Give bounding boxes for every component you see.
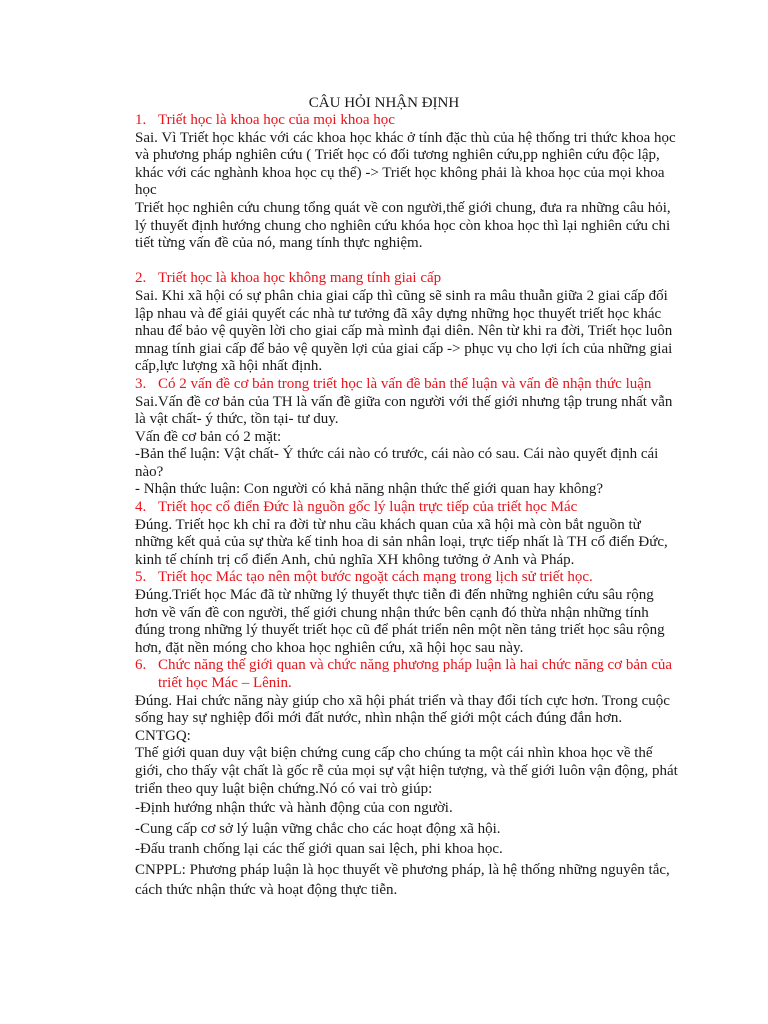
answer-paragraph: CNPPL: Phương pháp luận là học thuyết về phương pháp, là hệ thống những nguyên tắc, cách thức nhận thức và hoạt động thực tiễn.	[135, 861, 670, 899]
question-number: 4.	[135, 499, 147, 516]
question-number: 6.	[135, 657, 147, 674]
question-5	[135, 569, 680, 587]
question-text: Triết học là khoa học không mang tính giai cấp	[158, 270, 442, 287]
question-text: Chức năng thế giới quan và chức năng phương pháp luận là hai chức năng cơ bản của triết học Mác – Lênin.	[158, 657, 673, 691]
answer-paragraph: Sai. Khi xã hội có sự phân chia giai cấp thì cũng sẽ sinh ra mâu thuẫn giữa 2 giai cấp đối lập nhau và để giải quyết các nhà tư tưởng đã xây dựng những học thuyết triết học khác nhau để bảo vệ quyền lời cho giai cấp mà mình đại diên. Nên từ khi ra đời, Triết học luôn mnag tính giai cấp để bảo vệ quyền lợi của giai cấp -> phục vụ cho lợi ích của những giai cấp,lực lượng xã hội nhất định.	[135, 287, 673, 375]
answer-paragraph: Sai. Vì Triết học khác với các khoa học khác ở tính đặc thù của hệ thống tri thức khoa học và phương pháp nghiên cứu ( Triết học có đối tương nghiên cứu,pp nghiên cứu độc lập, khác với các nghành khoa học cụ thể) -> Triết học không phải là khoa học của mọi khoa học	[135, 129, 676, 199]
question-2	[135, 270, 680, 288]
question-6	[135, 657, 680, 692]
question-4	[135, 499, 680, 517]
question-number: 5.	[135, 569, 147, 586]
answer-paragraph: Đúng. Triết học kh chỉ ra đời từ nhu cầu khách quan của xã hội mà còn bắt nguồn từ những kết quả của sự thừa kế tinh hoa di sản nhân loại, trực tiếp nhất là TH cổ điển Đức, kinh tế chính trị cổ điển Anh, chủ nghĩa XH không tưởng ở Anh và Pháp.	[135, 516, 668, 568]
answer-paragraph: Đúng. Hai chức năng này giúp cho xã hội phát triển và thay đổi tích cực hơn. Trong cuộc sống hay sự nghiệp đổi mới đất nước, nhìn nhận thế giới một cách đúng đắn hơn.	[135, 692, 670, 727]
question-text: Có 2 vấn đề cơ bản trong triết học là vấn đề bản thể luận và vấn đề nhận thức luận	[158, 375, 652, 392]
question-text: Triết học cổ điển Đức là nguồn gốc lý luận trực tiếp của triết học Mác	[158, 499, 578, 516]
answer-paragraph: Triết học nghiên cứu chung tổng quát về con người,thế giới chung, đưa ra những câu hỏi, lý thuyết định hướng chung cho nghiên cứu khóa học còn khoa học thì lại nghiên cứu chi tiết từng vấn đề của nó, mang tính thực nghiệm.	[135, 199, 671, 252]
document-body	[135, 112, 680, 901]
question-number: 2.	[135, 270, 147, 287]
document-title: CÂU HỎI NHẬN ĐỊNH	[308, 95, 460, 111]
question-text: Triết học Mác tạo nên một bước ngoặt cách mạng trong lịch sử triết học.	[158, 569, 593, 586]
answer-paragraph: -Cung cấp cơ sở lý luận vững chắc cho các hoạt động xã hội.	[135, 820, 501, 837]
question-number: 1.	[135, 112, 147, 128]
answer-paragraph: -Đấu tranh chống lại các thế giới quan sai lệch, phi khoa học.	[135, 841, 503, 858]
answer-paragraph: CNTGQ:	[135, 727, 191, 744]
answer-paragraph: - Nhận thức luận: Con người có khả năng nhận thức thế giới quan hay không?	[135, 481, 604, 498]
answer-paragraph: Vấn đề cơ bản có 2 mặt:	[135, 428, 282, 445]
answer-paragraph: -Định hướng nhận thức và hành động của con người.	[135, 800, 453, 817]
answer-paragraph: Sai.Vấn đề cơ bản của TH là vấn đề giữa con người với thế giới nhưng tập trung nhất vẫn là vật chất- ý thức, tồn tại- tư duy.	[135, 393, 673, 428]
question-text: Triết học là khoa học của mọi khoa học	[158, 112, 395, 128]
question-number: 3.	[135, 375, 147, 392]
blank-line	[135, 253, 680, 271]
answer-paragraph: Thế giới quan duy vật biện chứng cung cấp cho chúng ta một cái nhìn khoa học về thế giới, cho thấy vật chất là gốc rễ của mọi sự vật hiện tượng, và thế giới luôn vận động, phát triển theo quy luật biện chứng.Nó có vai trò giúp:	[135, 745, 678, 797]
question-3	[135, 376, 680, 394]
answer-paragraph: Đúng.Triết học Mác đã từ những lý thuyết thực tiễn đi đến những nghiên cứu sâu rộng hơn về vấn đề con người, thế giới chung nhận thức bên cạnh đó thừa nhận những tính đúng trong những lý thuyết triết học cũ để phát triển nên một nền tảng triết học sâu rộng hơn, đặt nền móng cho khoa học nghiên cứu, xã hội học sau này.	[135, 587, 665, 656]
question-1	[135, 112, 680, 130]
answer-paragraph: -Bản thể luận: Vật chất- Ý thức cái nào có trước, cái nào có sau. Cái nào quyết định cái nào?	[135, 446, 659, 480]
